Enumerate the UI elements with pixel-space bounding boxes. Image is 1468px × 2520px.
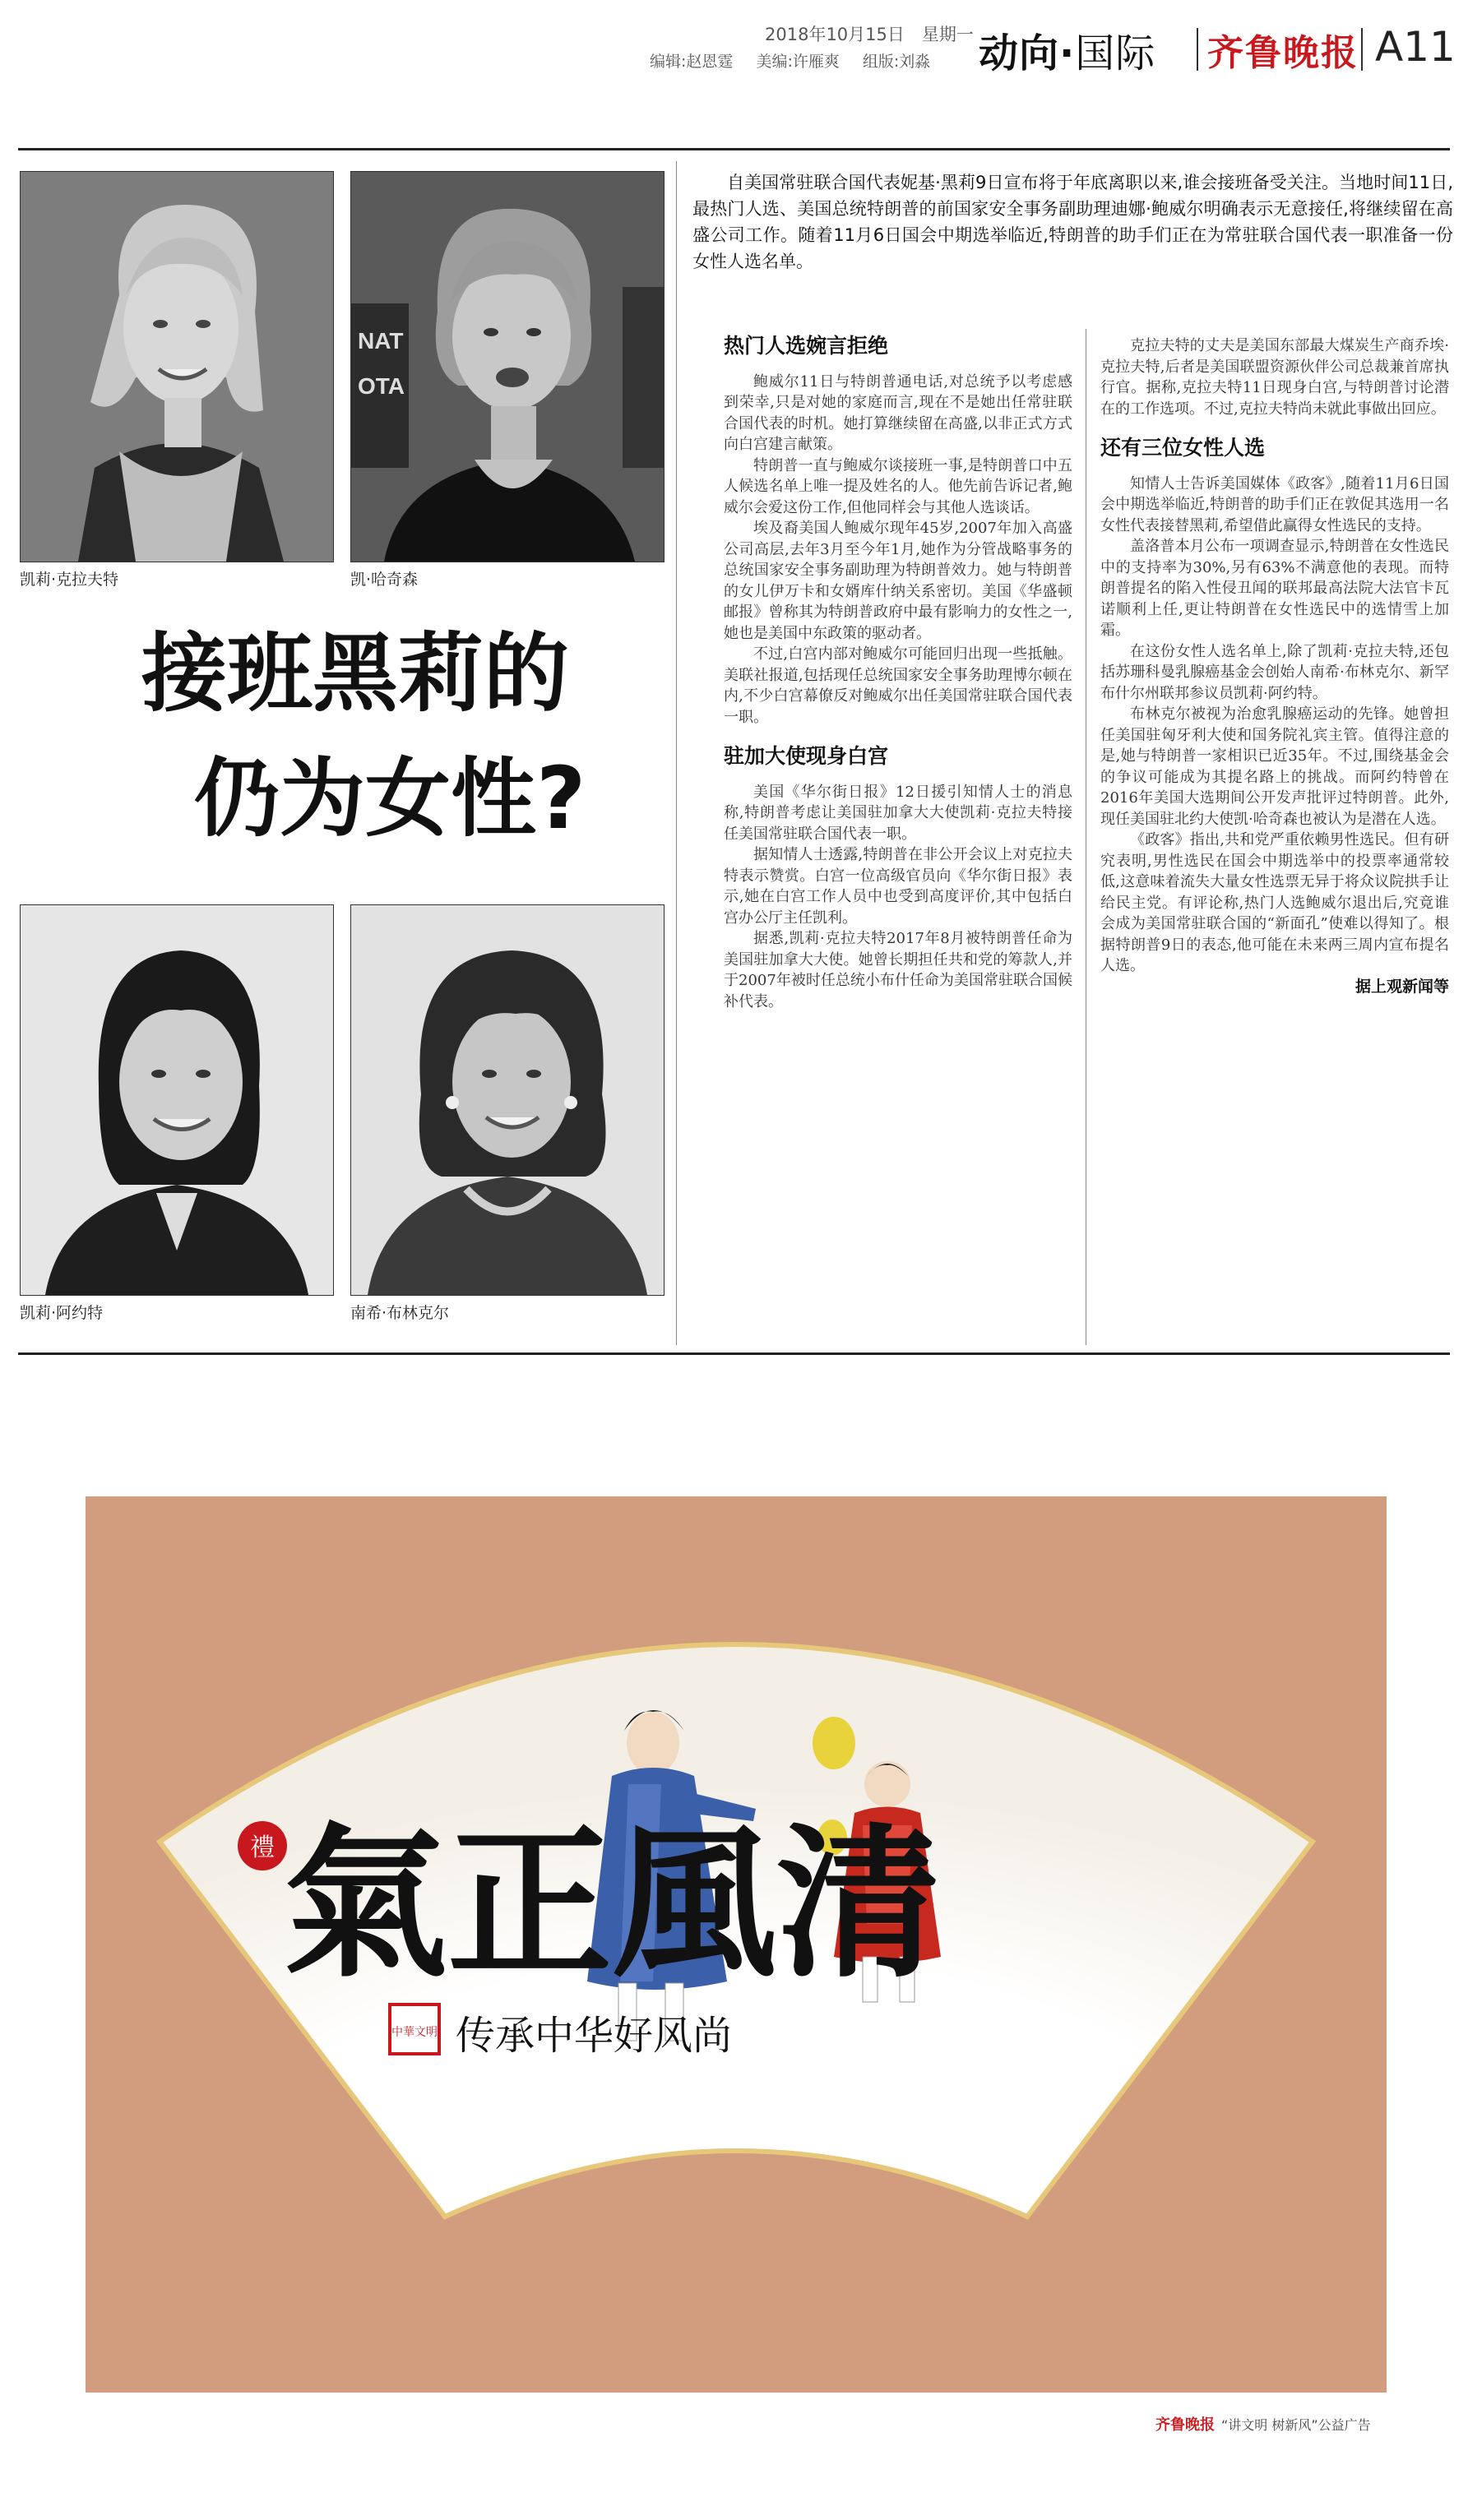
paragraph: 美国《华尔街日报》12日援引知情人士的消息称,特朗普考虑让美国驻加拿大大使凯莉·克拉夫特接任美国常驻联合国代表一职。 (724, 783, 1072, 843)
article-column-2 (1100, 335, 1449, 997)
ad-footer-brand: 齐鲁晚报 (1155, 2416, 1215, 2434)
section-title-sub: 国际 (1075, 30, 1156, 76)
section-title-main: 动向 (979, 30, 1060, 76)
paragraph: 据知情人士透露,特朗普在非公开会议上对克拉夫特表示赞赏。白宫一位高级官员向《华尔街日报》表示,她在白宫工作人员中也受到高度评价,其中包括白宫办公厅主任凯利。 (724, 846, 1072, 927)
section-title (979, 21, 1155, 78)
headline-line-1: 接班黑莉的 (141, 623, 570, 724)
art-editor-name: 美编:许雁爽 (756, 53, 840, 71)
paragraph: 埃及裔美国人鲍威尔现年45岁,2007年加入高盛公司高层,去年3月至今年1月,她作为分管战略事务的总统国家安全事务副助理为特朗普效力。她与特朗普的女儿伊万卡和女婿库什纳关系密切。美国《华盛顿邮报》曾称其为特朗普政府中最有影响力的女性之一,她也是美国中东政策的驱动者。 (724, 520, 1072, 642)
svg-text:NAT: NAT (358, 328, 404, 354)
photo-kelly-ayotte (20, 904, 334, 1296)
news-source-credit: 据上观新闻等 (1355, 977, 1449, 996)
round-seal-text: 禮 (250, 1833, 275, 1862)
square-seal-text: 中華文明 (391, 2026, 438, 2039)
paragraph: 鲍威尔11日与特朗普通电话,对总统予以考虑感到荣幸,只是对她的家庭而言,现在不是她出任常驻联合国代表的时机。她打算继续留在高盛,以非正式方式向白宫建言献策。 (724, 372, 1072, 453)
ad-motto: 传承中华好风尚 (456, 2013, 733, 2059)
editor-name: 编辑:赵恩霆 (650, 53, 734, 71)
ad-footer (1155, 2413, 1371, 2434)
paragraph: 特朗普一直与鲍威尔谈接班一事,是特朗普口中五人候选名单上唯一提及姓名的人。他先前告诉记者,鲍威尔会爱这份工作,但他同样会与其他人选谈话。 (724, 456, 1072, 516)
headline-line-2: 仍为女性? (194, 748, 586, 848)
header-divider (1361, 28, 1363, 71)
svg-text:OTA: OTA (358, 373, 405, 399)
page-number: A11 (1375, 23, 1456, 71)
top-rule (18, 148, 1450, 150)
article-lead: 自美国常驻联合国代表妮基·黑莉9日宣布将于年底离职以来,谁会接班备受关注。当地时间11日,最热门人选、美国总统特朗普的前国家安全事务副助理迪娜·鲍威尔明确表示无意接任,将继续留在高盛公司工作。随着11月6日国会中期选举临近,特朗普的助手们正在为常驻联合国代表一职准备一份女性人选名单。 (692, 173, 1453, 271)
photo-nancy-brinker (350, 904, 665, 1296)
section-title-dot: · (1059, 30, 1076, 76)
photo-caption: 凯莉·克拉夫特 (20, 571, 119, 589)
subheading: 还有三位女性人选 (1100, 436, 1266, 460)
photo-kay-hutchison (350, 171, 665, 562)
paragraph: 盖洛普本月公布一项调查显示,特朗普在女性选民中的支持率为30%,另有63%不满意他的表现。而特朗普提名的陷入性侵丑闻的联邦最高法院大法官卡瓦诺顺利上任,更让特朗普在女性选民中的选情雪上加霜。 (1100, 538, 1449, 639)
paragraph: 不过,白宫内部对鲍威尔可能回归出现一些抵触。美联社报道,包括现任总统国家安全事务助理博尔顿在内,不少白宫幕僚反对鲍威尔出任美国常驻联合国代表一职。 (724, 645, 1072, 726)
ad-footer-text: “讲文明 树新风”公益广告 (1221, 2417, 1371, 2433)
paragraph: 据悉,凯莉·克拉夫特2017年8月被特朗普任命为美国驻加拿大大使。她曾长期担任共和党的筹款人,并于2007年被时任总统小布什任命为美国常驻联合国候补代表。 (724, 930, 1072, 1010)
paragraph: 知情人士告诉美国媒体《政客》,随着11月6日国会中期选举临近,特朗普的助手们正在敦促其选用一名女性代表接替黑莉,希望借此赢得女性选民的支持。 (1100, 474, 1449, 534)
photo-caption: 凯·哈奇森 (350, 571, 419, 589)
editor-credits (650, 49, 930, 72)
photo-caption: 南希·布林克尔 (350, 1304, 450, 1322)
subheading: 热门人选婉言拒绝 (724, 334, 889, 358)
article-column-1 (724, 335, 1072, 1012)
header-divider (1197, 28, 1198, 71)
subheading: 驻加大使现身白宫 (724, 744, 889, 768)
column-divider (676, 161, 677, 1345)
paragraph: 布林克尔被视为治愈乳腺癌运动的先锋。她曾担任美国驻匈牙利大使和国务院礼宾主管。值得注意的是,她与特朗普一家相识已近35年。不过,围绕基金会的争议可能成为其提名路上的挑战。而阿约特曾在2016年美国大选期间公开发声批评过特朗普。此外,现任美国驻北约大使凯·哈奇森也被认为是潜在人选。 (1100, 705, 1449, 828)
photo-kelly-craft (20, 171, 334, 562)
paragraph: 《政客》指出,共和党严重依赖男性选民。但有研究表明,男性选民在国会中期选举中的投票率通常较低,这意味着流失大量女性选票无异于将众议院拱手让给民主党。有评论称,热门人选鲍威尔退出后,究竟谁会成为美国常驻联合国的“新面孔”使难以得知了。根据特朗普9日的表态,他可能在未来两三周内宣布提名人选。 (1100, 831, 1449, 974)
layout-editor-name: 组版:刘淼 (862, 53, 931, 71)
public-service-ad (86, 1496, 1387, 2393)
calligraphy-char: 氣正風清 (283, 1807, 942, 2000)
issue-date: 2018年10月15日 星期一 (765, 25, 974, 44)
photo-caption: 凯莉·阿约特 (20, 1304, 104, 1322)
newspaper-logo: 齐鲁晚报 (1207, 32, 1359, 74)
pear-illustration (813, 1717, 855, 1769)
paragraph: 克拉夫特的丈夫是美国东部最大煤炭生产商乔埃·克拉夫特,后者是美国联盟资源伙伴公司总裁兼首席执行官。据称,克拉夫特11日现身白宫,与特朗普讨论潜在的工作选项。不过,克拉夫特尚未就此事做出回应。 (1100, 337, 1449, 418)
bottom-rule (18, 1352, 1450, 1355)
fan-artwork (86, 1496, 1387, 2393)
paragraph: 在这份女性人选名单上,除了凯莉·克拉夫特,还包括苏珊科曼乳腺癌基金会创始人南希·布林克尔、新罕布什尔州联邦参议员凯莉·阿约特。 (1100, 642, 1449, 702)
